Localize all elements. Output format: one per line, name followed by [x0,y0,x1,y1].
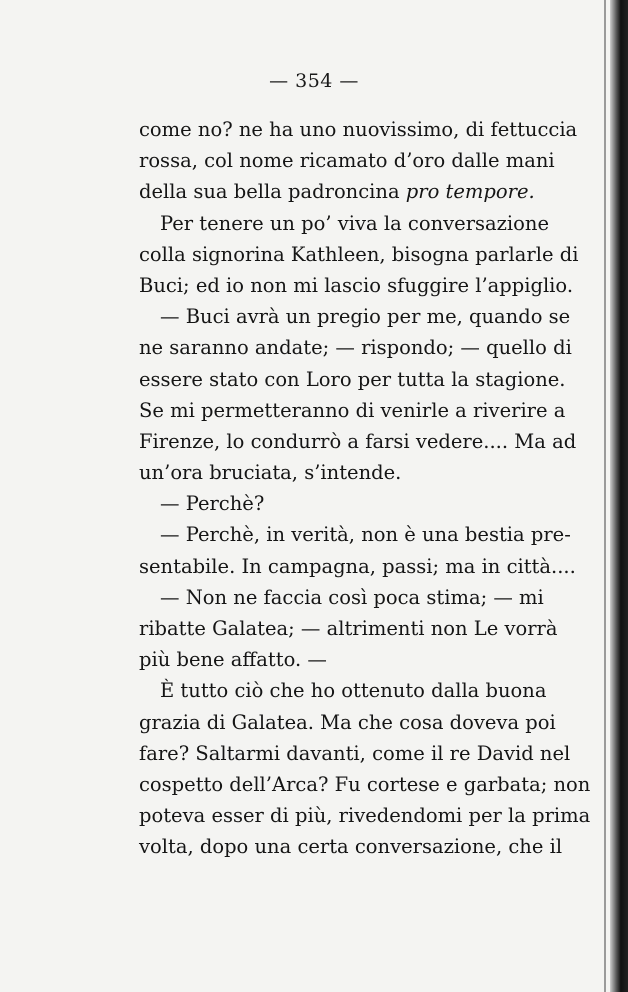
text-line: Se mi permetteranno di venirle a riverire a [139,398,566,422]
text-line-segment: della sua bella padroncina [139,180,400,204]
text-line: È tutto ciò che ho ottenuto dalla buona [160,679,547,703]
body-text [139,114,591,863]
page-number: — 354 — [269,70,359,92]
text-line: grazia di Galatea. Ma che cosa doveva poi [139,710,556,734]
text-line: volta, dopo una certa conversazione, che il [139,835,563,859]
text-line: — Non ne faccia così poca stima; — mi [160,585,544,609]
text-line: Per tenere un po’ viva la conversazione [160,211,550,235]
text-line: ribatte Galatea; — altrimenti non Le vorrà [139,617,558,640]
text-line: Buci; ed io non mi lascio sfuggire l’appiglio. [139,273,574,297]
paragraph-5 [139,519,576,581]
text-line [139,176,542,207]
paragraph-7 [139,675,591,862]
text-line: — Perchè, in verità, non è una bestia pre- [160,523,571,547]
text-line: ne saranno andate; — rispondo; — quello di [139,336,572,360]
book-spine-edge [610,0,628,992]
text-line: sentabile. In campagna, passi; ma in città.... [139,554,576,578]
italic-phrase: pro tempore. [405,180,535,204]
text-line: fare? Saltarmi davanti, come il re David nel [139,741,571,765]
text-line: essere stato con Loro per tutta la stagione. [139,367,566,391]
text-line: colla signorina Kathleen, bisogna parlarle di [139,242,579,266]
paragraph-2 [139,208,579,302]
text-line: — Buci avrà un pregio per me, quando se [160,305,571,329]
paragraph-6 [139,582,558,676]
text-line: poteva esser di più, rivedendomi per la prima [139,804,591,828]
page-edge-line [604,0,606,992]
paragraph-4 [139,488,542,519]
text-line: un’ora bruciata, s’intende. [139,461,402,485]
text-line: Firenze, lo condurrò a farsi vedere.... Ma ad [139,429,577,453]
paragraph-1 [139,114,578,208]
text-line: più bene affatto. — [139,648,327,672]
text-line: rossa, col nome ricamato d’oro dalle mani [139,149,555,173]
text-line: — Perchè? [160,492,265,516]
paragraph-3 [139,301,577,488]
text-line: cospetto dell’Arca? Fu cortese e garbata; non [139,772,591,796]
text-line: come no? ne ha uno nuovissimo, di fettuccia [139,118,578,141]
